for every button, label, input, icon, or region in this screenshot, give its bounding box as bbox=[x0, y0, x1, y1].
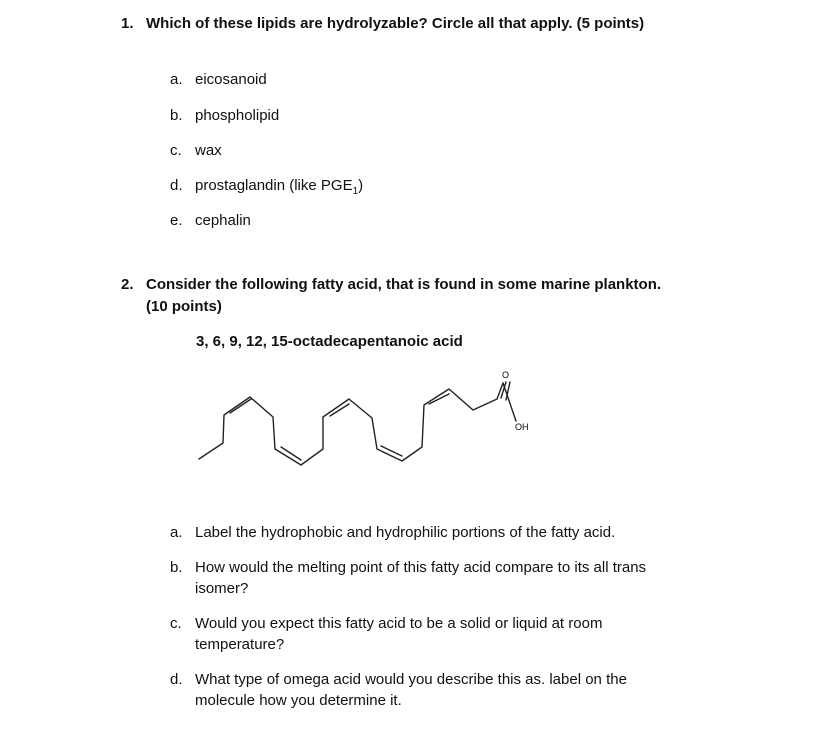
option-text-subscript: 1 bbox=[352, 186, 359, 197]
question-1-number: 1. bbox=[121, 15, 134, 32]
part-label: b. bbox=[170, 559, 183, 576]
option-label: a. bbox=[170, 71, 183, 88]
option-label: d. bbox=[170, 177, 183, 194]
part-text-line1: What type of omega acid would you describe this as. label on the bbox=[195, 671, 627, 688]
option-label: c. bbox=[170, 142, 182, 159]
fatty-acid-name: 3, 6, 9, 12, 15-octadecapentanoic acid bbox=[196, 333, 463, 350]
option-text: cephalin bbox=[195, 212, 251, 229]
question-1-text: Which of these lipids are hydrolyzable? Circle all that apply. (5 points) bbox=[146, 15, 645, 32]
option-text-main: prostaglandin (like PGE bbox=[195, 177, 353, 194]
question-2-number: 2. bbox=[121, 276, 134, 293]
option-text: eicosanoid bbox=[195, 71, 267, 88]
part-text-line2: temperature? bbox=[195, 636, 285, 653]
carbon-chain bbox=[199, 383, 503, 465]
part-text-line2: molecule how you determine it. bbox=[195, 692, 402, 709]
question-2-text-line1: Consider the following fatty acid, that is found in some marine plankton. bbox=[146, 276, 662, 293]
part-label: a. bbox=[170, 524, 183, 541]
part-text-line1: Label the hydrophobic and hydrophilic portions of the fatty acid. bbox=[195, 524, 616, 541]
hydroxyl-bond bbox=[503, 383, 516, 421]
option-text: phospholipid bbox=[195, 107, 280, 124]
part-label: d. bbox=[170, 671, 183, 688]
double-bond-1 bbox=[230, 399, 251, 413]
option-label: e. bbox=[170, 212, 183, 229]
part-label: c. bbox=[170, 615, 182, 632]
part-text-line2: isomer? bbox=[195, 580, 249, 597]
question-2-text-line2: (10 points) bbox=[146, 298, 222, 315]
part-text-line1: Would you expect this fatty acid to be a solid or liquid at room bbox=[195, 615, 603, 632]
carbonyl-oxygen-label: O bbox=[502, 370, 510, 380]
part-text-line1: How would the melting point of this fatty acid compare to its all trans bbox=[195, 559, 647, 576]
hydroxyl-label: OH bbox=[515, 422, 529, 432]
option-label: b. bbox=[170, 107, 183, 124]
option-text-end: ) bbox=[358, 177, 364, 194]
double-bond-4 bbox=[381, 446, 402, 456]
option-text: wax bbox=[195, 142, 222, 159]
